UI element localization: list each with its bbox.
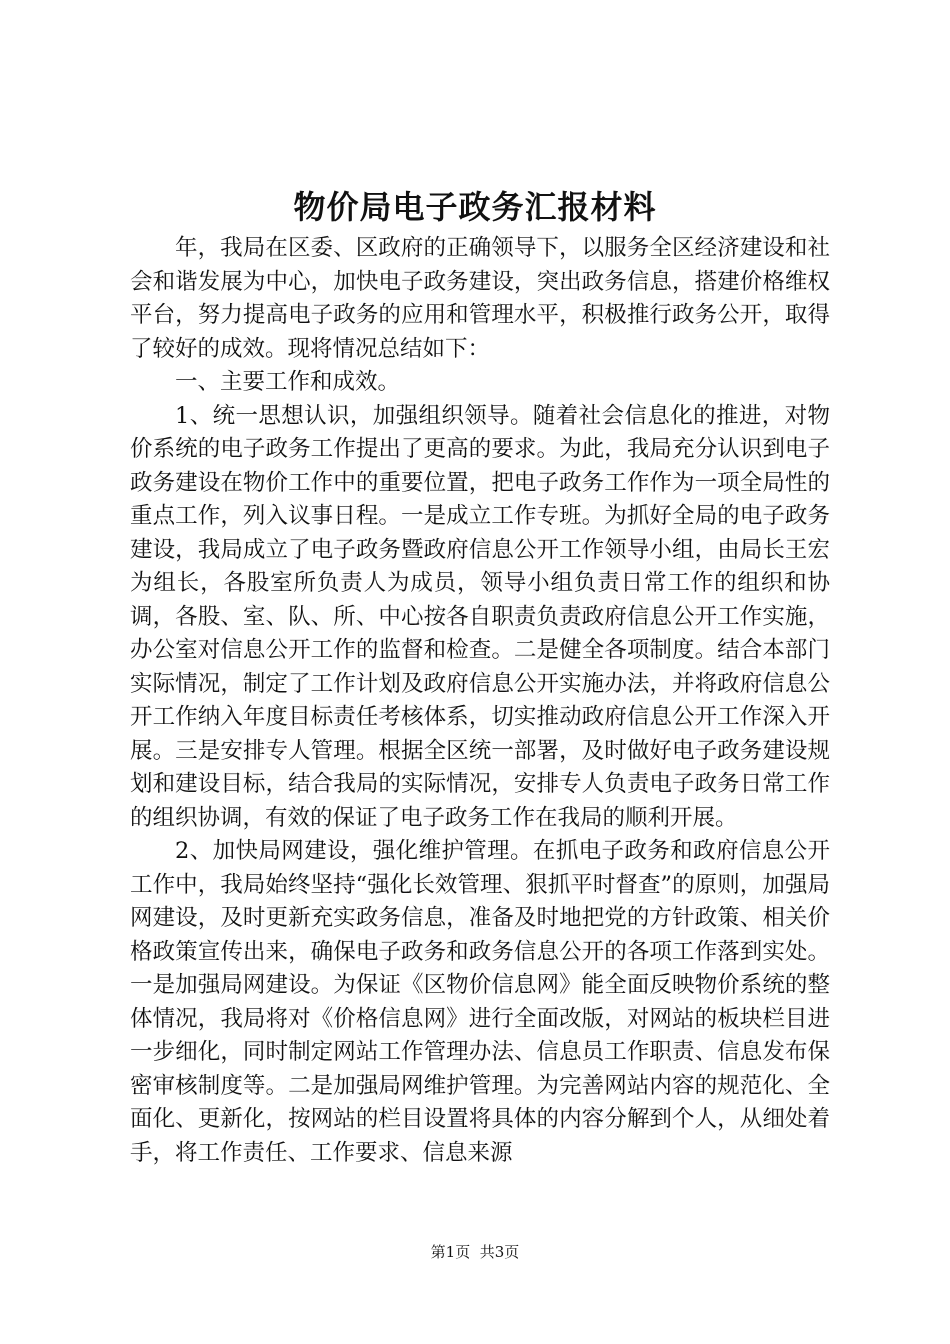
page-footer <box>0 1242 950 1262</box>
page-total: 共3页 <box>479 1243 520 1261</box>
paragraph-item-2: 2、加快局网建设，强化维护管理。在抓电子政务和政府信息公开工作中，我局始终坚持“强化长效管理、狠抓平时督查”的原则，加强局网建设，及时更新充实政务信息，准备及时地把党的方针政策、相关价格政策宣传出来，确保电子政务和政务信息公开的各项工作落到实处。一是加强局网建设。为保证《区物价信息网》能全面反映物价系统的整体情况，我局将对《价格信息网》进行全面改版，对网站的板块栏目进一步细化，同时制定网站工作管理办法、信息员工作职责、信息发布保密审核制度等。二是加强局网维护管理。为完善网站内容的规范化、全面化、更新化，按网站的栏目设置将具体的内容分解到个人，从细处着手，将工作责任、工作要求、信息来源 <box>130 838 830 1166</box>
paragraph-item-1: 1、统一思想认识，加强组织领导。随着社会信息化的推进，对物价系统的电子政务工作提出了更高的要求。为此，我局充分认识到电子政务建设在物价工作中的重要位置，把电子政务工作作为一项全局性的重点工作，列入议事日程。一是成立工作专班。为抓好全局的电子政务建设，我局成立了电子政务暨政府信息公开工作领导小组，由局长王宏为组长，各股室所负责人为成员，领导小组负责日常工作的组织和协调，各股、室、队、所、中心按各自职责负责政府信息公开工作实施，办公室对信息公开工作的监督和检查。二是健全各项制度。结合本部门实际情况，制定了工作计划及政府信息公开实施办法，并将政府信息公开工作纳入年度目标责任考核体系，切实推动政府信息公开工作深入开展。三是安排专人管理。根据全区统一部署，及时做好电子政务建设规划和建设目标，结合我局的实际情况，安排专人负责电子政务日常工作的组织协调，有效的保证了电子政务工作在我局的顺利开展。 <box>130 402 830 831</box>
footer-spacer <box>470 1243 480 1261</box>
document-body <box>130 232 830 1170</box>
section-heading-main-work: 一、主要工作和成效。 <box>175 369 401 395</box>
document-title: 物价局电子政务汇报材料 <box>293 188 657 226</box>
page-number: 第1页 <box>430 1243 471 1261</box>
paragraph-intro: 年，我局在区委、区政府的正确领导下，以服务全区经济建设和社会和谐发展为中心，加快电子政务建设，突出政务信息，搭建价格维权平台，努力提高电子政务的应用和管理水平，积极推行政务公开，取得了较好的成效。现将情况总结如下： <box>130 235 830 362</box>
